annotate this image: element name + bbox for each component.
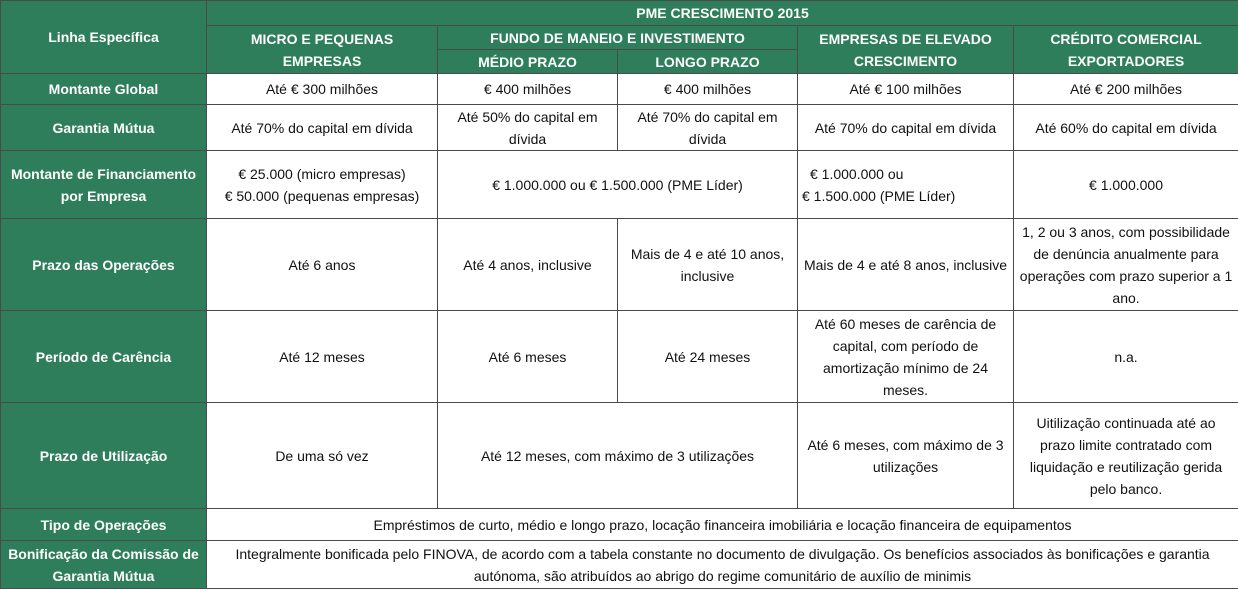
row-label-tipo-operacoes: Tipo de Operações [1, 509, 207, 541]
micro-empresas-amount: € 25.000 (micro empresas) [238, 165, 406, 182]
cell-garantia-mutua-credito: Até 60% do capital em dívida [1014, 105, 1238, 151]
row-label-periodo-carencia: Período de Carência [1, 311, 207, 403]
row-label-montante-financiamento: Montante de Financiamento por Empresa [1, 151, 207, 219]
cell-garantia-mutua-longo: Até 70% do capital em dívida [618, 105, 798, 151]
col-header-micro: MICRO E PEQUENAS EMPRESAS [207, 26, 438, 74]
cell-periodo-carencia-elevado: Até 60 meses de carência de capital, com período de amortização mínimo de 24 meses. [798, 311, 1014, 403]
cell-montante-global-longo: € 400 milhões [618, 74, 798, 105]
cell-garantia-mutua-elevado: Até 70% do capital em dívida [798, 105, 1014, 151]
row-label-prazo-operacoes: Prazo das Operações [1, 219, 207, 311]
cell-prazo-utilizacao-micro: De uma só vez [207, 403, 438, 509]
cell-periodo-carencia-credito: n.a. [1014, 311, 1238, 403]
cell-montante-financiamento-elevado [798, 151, 1014, 219]
cell-montante-global-elevado: Até € 100 milhões [798, 74, 1014, 105]
cell-prazo-operacoes-longo: Mais de 4 e até 10 anos, inclusive [618, 219, 798, 311]
cell-bonificacao: Integralmente bonificada pelo FINOVA, de acordo com a tabela constante no documento de divulgação. Os benefícios associados às bonificações e garantia autónoma, são atribuídos ao abrigo do regime comunitário de auxílio de minimis [207, 541, 1238, 589]
cell-prazo-utilizacao-elevado: Até 6 meses, com máximo de 3 utilizações [798, 403, 1014, 509]
cell-prazo-operacoes-elevado: Mais de 4 e até 8 anos, inclusive [798, 219, 1014, 311]
elevado-amount-line-1: € 1.000.000 ou [810, 165, 904, 182]
cell-montante-financiamento-fundo: € 1.000.000 ou € 1.500.000 (PME Líder) [438, 151, 798, 219]
row-label-prazo-utilizacao: Prazo de Utilização [1, 403, 207, 509]
program-title: PME CRESCIMENTO 2015 [207, 1, 1238, 26]
cell-prazo-operacoes-credito: 1, 2 ou 3 anos, com possibilidade de denúncia anualmente para operações com prazo superior a 1 ano. [1014, 219, 1238, 311]
cell-prazo-operacoes-micro: Até 6 anos [207, 219, 438, 311]
cell-prazo-utilizacao-credito: Uitilização continuada até ao prazo limite contratado com liquidação e reutilização gerida pelo banco. [1014, 403, 1238, 509]
row-label-garantia-mutua: Garantia Mútua [1, 105, 207, 151]
cell-montante-global-medio: € 400 milhões [438, 74, 618, 105]
linha-especifica-header: Linha Específica [1, 1, 207, 74]
cell-montante-financiamento-credito: € 1.000.000 [1014, 151, 1238, 219]
col-header-elevado-crescimento: EMPRESAS DE ELEVADO CRESCIMENTO [798, 26, 1014, 74]
cell-garantia-mutua-medio: Até 50% do capital em dívida [438, 105, 618, 151]
cell-prazo-utilizacao-fundo: Até 12 meses, com máximo de 3 utilizações [438, 403, 798, 509]
cell-periodo-carencia-micro: Até 12 meses [207, 311, 438, 403]
cell-periodo-carencia-longo: Até 24 meses [618, 311, 798, 403]
cell-montante-global-micro: Até € 300 milhões [207, 74, 438, 105]
elevado-amount-line-2: € 1.500.000 (PME Líder) [802, 187, 956, 204]
col-header-longo-prazo: LONGO PRAZO [618, 50, 798, 74]
col-header-credito-comercial: CRÉDITO COMERCIAL EXPORTADORES [1014, 26, 1238, 74]
cell-montante-global-credito: Até € 200 milhões [1014, 74, 1238, 105]
cell-prazo-operacoes-medio: Até 4 anos, inclusive [438, 219, 618, 311]
row-label-bonificacao: Bonificação da Comissão de Garantia Mútua [1, 541, 207, 589]
row-label-montante-global: Montante Global [1, 74, 207, 105]
cell-garantia-mutua-micro: Até 70% do capital em dívida [207, 105, 438, 151]
cell-periodo-carencia-medio: Até 6 meses [438, 311, 618, 403]
cell-tipo-operacoes: Empréstimos de curto, médio e longo prazo, locação financeira imobiliária e locação financeira de equipamentos [207, 509, 1238, 541]
pequenas-empresas-amount: € 50.000 (pequenas empresas) [224, 187, 420, 204]
col-header-fundo-maneio: FUNDO DE MANEIO E INVESTIMENTO [438, 26, 798, 50]
col-header-medio-prazo: MÉDIO PRAZO [438, 50, 618, 74]
cell-montante-financiamento-micro [207, 151, 438, 219]
